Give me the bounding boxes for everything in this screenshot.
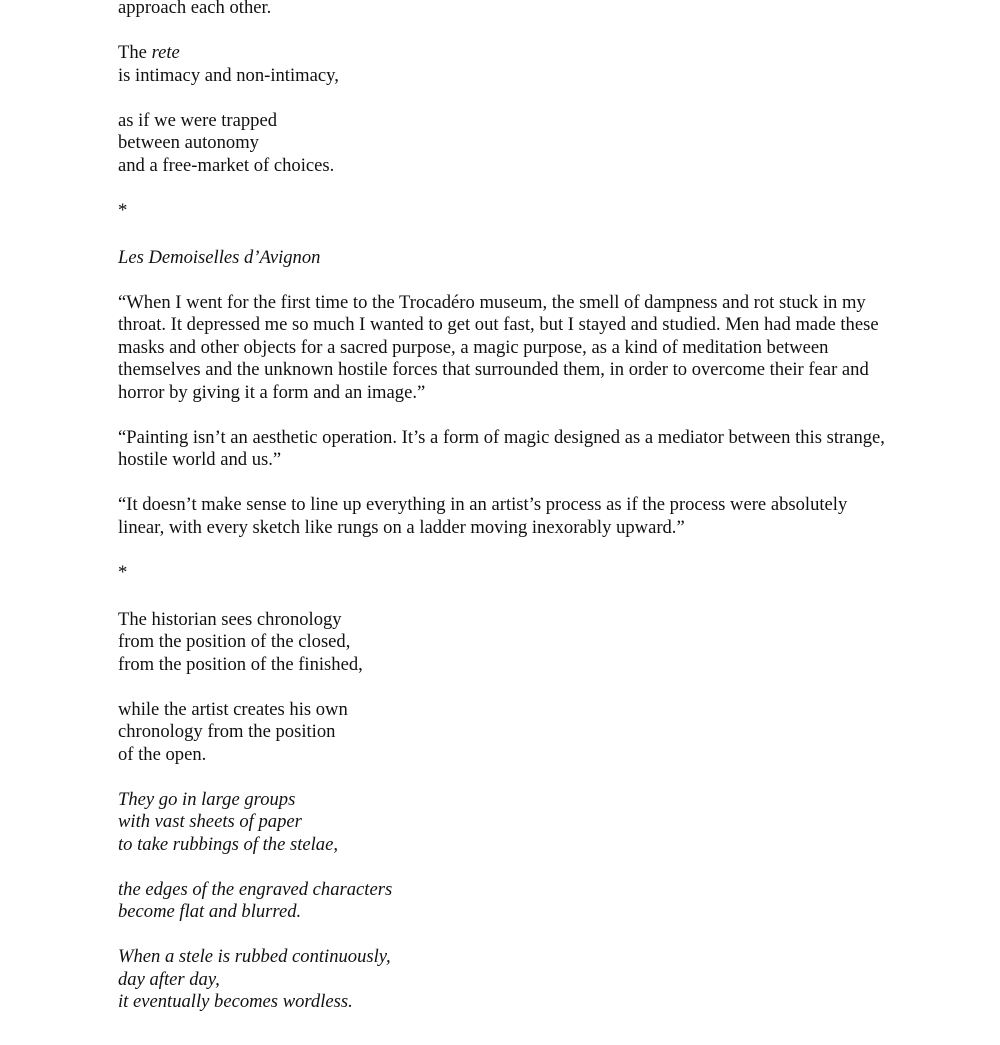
poem-line: as if we were trapped bbox=[118, 109, 278, 131]
italic-term: rete bbox=[151, 42, 180, 63]
quote-paragraph: “Painting isn’t an aesthetic operation. It’s a form of magic designed as a mediator between this strange, hostile world and us.” bbox=[118, 426, 885, 470]
stanza-artist bbox=[118, 699, 888, 767]
poem-line: from the position of the closed, bbox=[118, 631, 351, 652]
poem-line: chronology from the position bbox=[118, 721, 336, 742]
poem-line: is intimacy and non-intimacy, bbox=[118, 64, 339, 86]
poem-line bbox=[118, 42, 888, 65]
stanza-groups bbox=[118, 789, 888, 857]
top-fragment bbox=[118, 0, 888, 20]
stanza-stele bbox=[118, 946, 888, 1014]
poem-line: from the position of the finished, bbox=[118, 653, 363, 675]
poem-line: When a stele is rubbed continuously, bbox=[118, 946, 391, 967]
document-page bbox=[118, 0, 888, 1036]
stanza-edges bbox=[118, 879, 888, 924]
poem-line: with vast sheets of paper bbox=[118, 811, 302, 832]
poem-line: They go in large groups bbox=[118, 788, 296, 810]
poem-line-prefix: The bbox=[118, 42, 152, 63]
section-separator bbox=[118, 562, 888, 585]
poem-line: The historian sees chronology bbox=[118, 608, 342, 630]
section-separator bbox=[118, 200, 888, 223]
poem-line: it eventually becomes wordless. bbox=[118, 991, 353, 1012]
section-title: Les Demoiselles d’Avignon bbox=[118, 246, 321, 268]
poem-line: approach each other. bbox=[118, 0, 272, 18]
poem-line: and a free-market of choices. bbox=[118, 154, 335, 176]
poem-line: between autonomy bbox=[118, 132, 259, 153]
section-title-block bbox=[118, 247, 888, 270]
quote-paragraph: “When I went for the first time to the Trocadéro museum, the smell of dampness and rot stuck in my throat. It depressed me so much I wanted to get out fast, but I stayed and studied. Men had made these masks and other objects for a sacred purpose, a magic purpose, as a kind of meditation between themselves and the unknown hostile forces that surrounded them, in order to overcome their fear and horror by giving it a form and an image.” bbox=[118, 291, 879, 403]
stanza-historian bbox=[118, 609, 888, 677]
quote-paragraph: “It doesn’t make sense to line up everything in an artist’s process as if the process were absolutely linear, with every sketch like rungs on a ladder moving inexorably upward.” bbox=[118, 494, 848, 538]
poem-line: to take rubbings of the stelae, bbox=[118, 833, 338, 855]
poem-line: become flat and blurred. bbox=[118, 901, 302, 922]
asterisk-separator: * bbox=[118, 199, 128, 221]
poem-line: of the open. bbox=[118, 743, 207, 765]
poem-line: day after day, bbox=[118, 968, 220, 990]
asterisk-separator: * bbox=[118, 561, 128, 583]
stanza-trapped bbox=[118, 110, 888, 178]
poem-line: the edges of the engraved characters bbox=[118, 878, 393, 900]
stanza-rete bbox=[118, 42, 888, 87]
poem-line: while the artist creates his own bbox=[118, 698, 348, 720]
